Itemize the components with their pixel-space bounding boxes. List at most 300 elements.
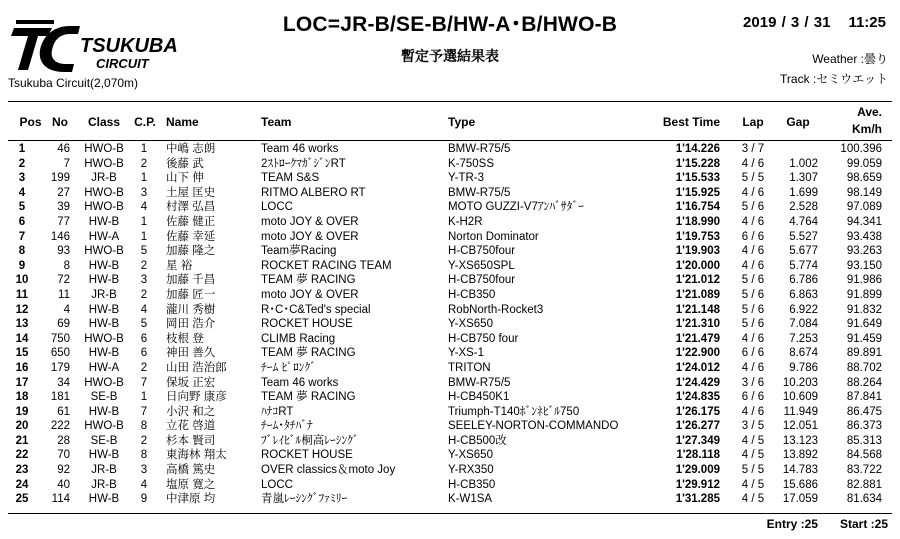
cell-machine-type: H-CB350 (448, 478, 496, 491)
cell-cp: 7 (140, 376, 148, 389)
cell-cp: 5 (140, 245, 148, 258)
cell-rider-name: 中嶋 志朗 (166, 143, 216, 155)
cell-pos: 3 (18, 172, 26, 185)
cell-no: 750 (50, 332, 70, 345)
cell-class: HWO-B (84, 201, 124, 214)
cell-lap: 4 / 6 (741, 332, 765, 345)
col-lap: Lap (742, 115, 764, 129)
cell-average-speed: 94.341 (846, 215, 882, 228)
cell-cp: 4 (140, 201, 148, 214)
cell-pos: 10 (15, 274, 29, 287)
cell-average-speed: 91.649 (846, 318, 882, 331)
cell-best-time: 1'18.990 (675, 215, 720, 228)
cell-machine-type: H-CB350 (448, 288, 496, 301)
cell-class: SE-B (90, 434, 118, 447)
cell-cp: 8 (140, 449, 148, 462)
cell-no: 40 (57, 478, 70, 491)
cell-no: 72 (57, 274, 70, 287)
cell-lap: 4 / 6 (741, 361, 765, 374)
cell-team: ROCKET HOUSE (261, 449, 353, 462)
date-time (743, 14, 886, 31)
cell-average-speed: 87.841 (846, 391, 882, 404)
cell-pos: 2 (18, 157, 26, 170)
table-row (0, 463, 900, 478)
cell-lap: 5 / 6 (741, 201, 765, 214)
cell-gap: 1.002 (789, 157, 818, 170)
cell-no: 92 (57, 464, 70, 477)
cell-team: Team 46 works (261, 143, 339, 155)
cell-rider-name: 東海林 翔太 (166, 449, 227, 462)
cell-pos: 8 (18, 245, 26, 258)
cell-average-speed: 98.659 (846, 172, 882, 185)
cell-rider-name: 星 裕 (166, 259, 193, 272)
cell-team: RITMO ALBERO RT (261, 186, 366, 199)
cell-lap: 4 / 6 (741, 245, 765, 258)
cell-team: TEAM 夢 RACING (261, 391, 356, 404)
cell-machine-type: SEELEY-NORTON-COMMANDO (448, 420, 619, 433)
cell-no: 34 (57, 376, 70, 389)
col-gap: Gap (786, 115, 810, 129)
table-row (0, 478, 900, 493)
cell-best-time: 1'27.349 (675, 434, 720, 447)
table-row (0, 288, 900, 303)
cell-average-speed: 93.263 (846, 245, 882, 258)
cell-rider-name: 中津原 均 (166, 493, 216, 506)
cell-best-time: 1'31.285 (675, 493, 720, 506)
cell-gap: 6.922 (789, 303, 818, 316)
cell-pos: 25 (15, 493, 29, 506)
cell-no: 7 (63, 157, 70, 170)
cell-cp: 3 (140, 186, 148, 199)
cell-rider-name: 立花 啓道 (166, 420, 216, 433)
cell-no: 8 (63, 259, 70, 272)
cell-no: 181 (50, 391, 70, 404)
cell-average-speed: 97.089 (846, 201, 882, 214)
cell-machine-type: TRITON (448, 361, 491, 374)
cell-class: HW-B (88, 318, 120, 331)
cell-best-time: 1'15.533 (675, 172, 720, 185)
cell-no: 39 (57, 201, 70, 214)
cell-pos: 11 (15, 288, 29, 301)
cell-cp: 6 (140, 332, 148, 345)
cell-gap: 2.528 (789, 201, 818, 214)
cell-best-time: 1'21.148 (675, 303, 720, 316)
cell-rider-name: 高橋 篤史 (166, 464, 216, 477)
cell-rider-name: 岡田 浩介 (166, 318, 216, 331)
logo-text-sub: CIRCUIT (96, 56, 149, 71)
cell-no: 69 (57, 318, 70, 331)
cell-cp: 1 (140, 143, 148, 155)
cell-pos: 14 (15, 332, 29, 345)
cell-best-time: 1'21.310 (675, 318, 720, 331)
cell-team: ﾁｰﾑ ﾋﾟﾛﾝｸﾞ (261, 361, 316, 374)
cell-pos: 16 (15, 361, 29, 374)
cell-lap: 6 / 6 (741, 230, 765, 243)
cell-best-time: 1'19.903 (675, 245, 720, 258)
cell-rider-name: 山田 浩治郎 (166, 361, 227, 374)
cell-gap: 4.764 (789, 215, 818, 228)
cell-team: ﾁｰﾑ･ﾀﾁﾊﾞﾅ (261, 420, 313, 433)
cell-pos: 13 (15, 318, 29, 331)
table-row (0, 273, 900, 288)
header-bottom-rule (8, 140, 892, 141)
cell-lap: 5 / 6 (741, 318, 765, 331)
cell-gap: 15.686 (782, 478, 818, 491)
cell-lap: 3 / 7 (741, 143, 765, 155)
cell-no: 27 (57, 186, 70, 199)
cell-no: 4 (63, 303, 70, 316)
cell-class: JR-B (91, 172, 117, 185)
cell-machine-type: K-750SS (448, 157, 495, 170)
cell-team: Team 46 works (261, 376, 339, 389)
cell-class: HWO-B (84, 376, 124, 389)
cell-class: HW-B (88, 493, 120, 506)
cell-pos: 17 (15, 376, 29, 389)
cell-machine-type: Norton Dominator (448, 230, 539, 243)
table-row (0, 390, 900, 405)
col-class: Class (87, 115, 121, 129)
cell-team: R･C･C&Ted's special (261, 303, 371, 316)
cell-class: HW-B (88, 274, 120, 287)
cell-rider-name: 瀧川 秀樹 (166, 303, 216, 316)
cell-average-speed: 89.891 (846, 347, 882, 360)
cell-class: HWO-B (84, 420, 124, 433)
table-row (0, 361, 900, 376)
cell-class: JR-B (91, 464, 117, 477)
cell-pos: 20 (15, 420, 29, 433)
cell-pos: 21 (15, 434, 29, 447)
cell-average-speed: 88.702 (846, 361, 882, 374)
cell-machine-type: H-CB750 four (448, 332, 519, 345)
cell-team: TEAM S&S (261, 172, 320, 185)
cell-average-speed: 81.634 (846, 493, 882, 506)
time: 11:25 (848, 14, 886, 31)
cell-class: HWO-B (84, 157, 124, 170)
cell-team: TEAM 夢 RACING (261, 274, 356, 287)
table-row (0, 186, 900, 201)
cell-cp: 7 (140, 405, 148, 418)
cell-pos: 12 (15, 303, 29, 316)
cell-gap: 13.123 (782, 434, 818, 447)
cell-rider-name: 土屋 匡史 (166, 186, 216, 199)
table-row (0, 434, 900, 449)
table-row (0, 332, 900, 347)
cell-lap: 4 / 6 (741, 259, 765, 272)
cell-machine-type: H-CB750four (448, 245, 516, 258)
cell-rider-name: 山下 伸 (166, 172, 204, 185)
cell-machine-type: BMW-R75/5 (448, 376, 511, 389)
cell-best-time: 1'14.226 (675, 143, 720, 155)
cell-machine-type: H-CB450K1 (448, 391, 510, 404)
cell-best-time: 1'26.175 (675, 405, 720, 418)
cell-lap: 4 / 5 (741, 493, 765, 506)
cell-pos: 22 (15, 449, 29, 462)
circuit-name: Tsukuba Circuit(2,070m) (8, 76, 139, 90)
cell-machine-type: H-CB750four (448, 274, 516, 287)
cell-pos: 9 (18, 259, 26, 272)
cell-gap: 14.783 (782, 464, 818, 477)
cell-rider-name: 保坂 正宏 (166, 376, 216, 389)
col-no: No (52, 115, 68, 129)
cell-no: 93 (57, 245, 70, 258)
cell-machine-type: Y-RX350 (448, 464, 494, 477)
table-row (0, 200, 900, 215)
cell-class: HW-B (88, 449, 120, 462)
cell-machine-type: K-H2R (448, 215, 483, 228)
cell-no: 650 (50, 347, 70, 360)
cell-average-speed: 91.899 (846, 288, 882, 301)
cell-rider-name: 日向野 康彦 (166, 391, 227, 404)
cell-class: HW-B (88, 303, 120, 316)
cell-rider-name: 加藤 隆之 (166, 245, 216, 258)
cell-best-time: 1'15.228 (675, 157, 720, 170)
cell-pos: 15 (15, 347, 29, 360)
col-pos: Pos (19, 115, 42, 129)
cell-gap: 5.527 (789, 230, 818, 243)
cell-best-time: 1'28.118 (676, 449, 720, 462)
table-row (0, 405, 900, 420)
cell-machine-type: Y-XS650 (448, 318, 493, 331)
cell-average-speed: 83.722 (846, 464, 882, 477)
cell-pos: 1 (18, 143, 26, 155)
cell-class: HW-B (88, 215, 120, 228)
cell-team: LOCC (261, 478, 293, 491)
cell-gap: 11.949 (783, 405, 818, 418)
cell-average-speed: 91.832 (846, 303, 882, 316)
cell-no: 28 (57, 434, 70, 447)
cell-machine-type: K-W1SA (448, 493, 493, 506)
cell-gap: 12.051 (782, 420, 818, 433)
cell-class: HW-A (88, 230, 120, 243)
col-ave-unit: Km/h (852, 122, 882, 136)
cell-average-speed: 88.264 (846, 376, 882, 389)
cell-best-time: 1'21.012 (675, 274, 720, 287)
cell-no: 61 (57, 405, 70, 418)
cell-lap: 6 / 6 (741, 347, 765, 360)
cell-no: 46 (57, 143, 70, 155)
cell-rider-name: 加藤 匠一 (166, 288, 216, 301)
col-name: Name (166, 115, 199, 129)
cell-team: ﾌﾞﾚｲﾋﾞﾙ桐高ﾚｰｼﾝｸﾞ (261, 434, 359, 447)
cell-lap: 5 / 6 (741, 303, 765, 316)
cell-gap: 10.203 (782, 376, 818, 389)
cell-average-speed: 100.396 (840, 143, 882, 155)
cell-gap: 5.677 (789, 245, 818, 258)
cell-class: HW-A (88, 361, 120, 374)
cell-class: HWO-B (84, 332, 124, 345)
cell-lap: 5 / 6 (741, 288, 765, 301)
cell-machine-type: BMW-R75/5 (448, 186, 511, 199)
cell-class: SE-B (90, 391, 118, 404)
cell-cp: 2 (140, 259, 148, 272)
cell-lap: 4 / 5 (741, 434, 765, 447)
cell-best-time: 1'21.089 (675, 288, 720, 301)
cell-team: 青嵐ﾚｰｼﾝｸﾞﾌｧﾐﾘｰ (261, 493, 348, 506)
cell-no: 11 (58, 288, 70, 301)
cell-rider-name: 村澤 弘昌 (166, 201, 216, 214)
cell-average-speed: 93.150 (846, 259, 882, 272)
cell-team: moto JOY & OVER (261, 215, 359, 228)
cell-average-speed: 99.059 (846, 157, 882, 170)
cell-class: JR-B (91, 288, 117, 301)
table-row (0, 230, 900, 245)
cell-machine-type: Triumph-T140ﾎﾞﾝﾈﾋﾞﾙ750 (448, 405, 580, 418)
cell-best-time: 1'22.900 (675, 347, 720, 360)
cell-gap: 6.786 (789, 274, 818, 287)
cell-machine-type: H-CB500改 (448, 434, 507, 447)
cell-best-time: 1'26.277 (675, 420, 720, 433)
table-row (0, 346, 900, 361)
col-cp: C.P. (134, 115, 156, 129)
cell-pos: 7 (18, 230, 26, 243)
cell-best-time: 1'24.429 (675, 376, 720, 389)
cell-team: ROCKET HOUSE (261, 318, 353, 331)
cell-team: TEAM 夢 RACING (261, 347, 356, 360)
results-table-body (0, 142, 900, 507)
cell-class: HW-B (88, 259, 120, 272)
cell-machine-type: Y-TR-3 (448, 172, 484, 185)
cell-no: 114 (51, 493, 70, 506)
cell-best-time: 1'20.000 (675, 259, 720, 272)
cell-class: JR-B (91, 478, 117, 491)
cell-pos: 23 (15, 464, 29, 477)
cell-gap: 6.863 (789, 288, 818, 301)
track-condition: Track :セミウエット (780, 72, 888, 86)
cell-cp: 4 (140, 303, 148, 316)
cell-no: 179 (50, 361, 70, 374)
table-row (0, 448, 900, 463)
cell-gap: 7.084 (789, 318, 818, 331)
cell-machine-type: RobNorth-Rocket3 (448, 303, 544, 316)
cell-pos: 19 (15, 405, 29, 418)
cell-pos: 4 (18, 186, 26, 199)
cell-team: CLIMB Racing (261, 332, 336, 345)
table-row (0, 419, 900, 434)
cell-gap: 10.609 (782, 391, 818, 404)
col-ave: Ave. (857, 105, 882, 119)
cell-gap: 17.059 (782, 493, 818, 506)
col-team: Team (261, 115, 292, 129)
cell-team: ﾊﾅｺRT (261, 405, 294, 418)
cell-cp: 4 (140, 478, 148, 491)
cell-cp: 1 (140, 230, 148, 243)
cell-rider-name: 加藤 千昌 (166, 274, 216, 287)
cell-machine-type: Y-XS650SPL (448, 259, 515, 272)
cell-rider-name: 佐藤 幸延 (166, 230, 216, 243)
cell-cp: 1 (140, 391, 148, 404)
table-row (0, 142, 900, 157)
cell-average-speed: 98.149 (846, 186, 882, 199)
cell-cp: 5 (140, 318, 148, 331)
cell-lap: 3 / 6 (741, 376, 765, 389)
cell-gap: 5.774 (789, 259, 818, 272)
cell-rider-name: 佐藤 健正 (166, 215, 216, 228)
cell-best-time: 1'29.009 (675, 464, 720, 477)
entry-start-summary (767, 517, 888, 531)
cell-lap: 5 / 6 (741, 274, 765, 287)
cell-average-speed: 91.459 (846, 332, 882, 345)
results-table-header (0, 102, 900, 140)
cell-pos: 24 (15, 478, 29, 491)
table-row (0, 157, 900, 172)
cell-cp: 2 (140, 361, 148, 374)
cell-rider-name: 枝根 登 (166, 332, 204, 345)
weather-info: Weather :曇り (812, 52, 888, 66)
start-count: Start :25 (839, 517, 888, 531)
cell-gap: 13.892 (782, 449, 818, 462)
cell-cp: 2 (140, 288, 148, 301)
cell-lap: 5 / 5 (741, 464, 765, 477)
cell-team: moto JOY & OVER (261, 288, 359, 301)
cell-machine-type: Y-XS-1 (448, 347, 485, 360)
cell-cp: 8 (140, 420, 148, 433)
cell-team: moto JOY & OVER (261, 230, 359, 243)
cell-machine-type: MOTO GUZZI-V7ｱﾝﾊﾞｻﾀﾞｰ (448, 201, 584, 214)
cell-best-time: 1'29.912 (675, 478, 720, 491)
cell-lap: 4 / 6 (741, 405, 765, 418)
cell-average-speed: 91.986 (846, 274, 882, 287)
table-row (0, 303, 900, 318)
cell-cp: 2 (140, 157, 148, 170)
cell-average-speed: 93.438 (846, 230, 882, 243)
cell-cp: 1 (140, 172, 148, 185)
cell-no: 77 (57, 215, 70, 228)
cell-class: HWO-B (84, 186, 124, 199)
cell-no: 199 (50, 172, 70, 185)
cell-lap: 4 / 5 (741, 449, 765, 462)
cell-no: 70 (57, 449, 70, 462)
table-row (0, 259, 900, 274)
cell-gap: 7.253 (789, 332, 818, 345)
cell-lap: 4 / 6 (741, 186, 765, 199)
cell-cp: 2 (140, 434, 148, 447)
table-row (0, 376, 900, 391)
cell-lap: 4 / 6 (741, 157, 765, 170)
cell-average-speed: 85.313 (846, 434, 882, 447)
cell-class: HWO-B (84, 143, 124, 155)
cell-best-time: 1'19.753 (675, 230, 720, 243)
table-row (0, 171, 900, 186)
cell-no: 146 (50, 230, 70, 243)
cell-team: OVER classics＆moto Joy (261, 464, 396, 477)
cell-class: HW-B (88, 405, 120, 418)
date: 2019 / 3 / 31 (743, 14, 831, 31)
cell-team: ROCKET RACING TEAM (261, 259, 392, 272)
cell-average-speed: 84.568 (846, 449, 882, 462)
cell-cp: 3 (140, 274, 148, 287)
cell-lap: 4 / 6 (741, 215, 765, 228)
cell-average-speed: 86.373 (846, 420, 882, 433)
table-row (0, 244, 900, 259)
cell-average-speed: 86.475 (846, 405, 882, 418)
cell-best-time: 1'15.925 (675, 186, 720, 199)
cell-lap: 5 / 5 (741, 172, 765, 185)
cell-team: 2ｽﾄﾛｰｸﾏｶﾞｼﾞﾝRT (261, 157, 346, 170)
cell-cp: 9 (140, 493, 148, 506)
cell-gap: 8.674 (789, 347, 818, 360)
col-best-time: Best Time (662, 115, 720, 129)
cell-rider-name: 後藤 武 (166, 157, 204, 170)
page-subtitle: 暫定予選結果表 (401, 48, 499, 64)
col-type: Type (448, 115, 476, 129)
table-row (0, 317, 900, 332)
cell-best-time: 1'24.835 (675, 391, 720, 404)
cell-cp: 1 (140, 215, 148, 228)
page-title: LOC=JR-B/SE-B/HW-A･B/HWO-B (282, 13, 618, 36)
cell-gap: 1.699 (789, 186, 818, 199)
cell-machine-type: Y-XS650 (448, 449, 493, 462)
table-bottom-rule (8, 513, 892, 514)
